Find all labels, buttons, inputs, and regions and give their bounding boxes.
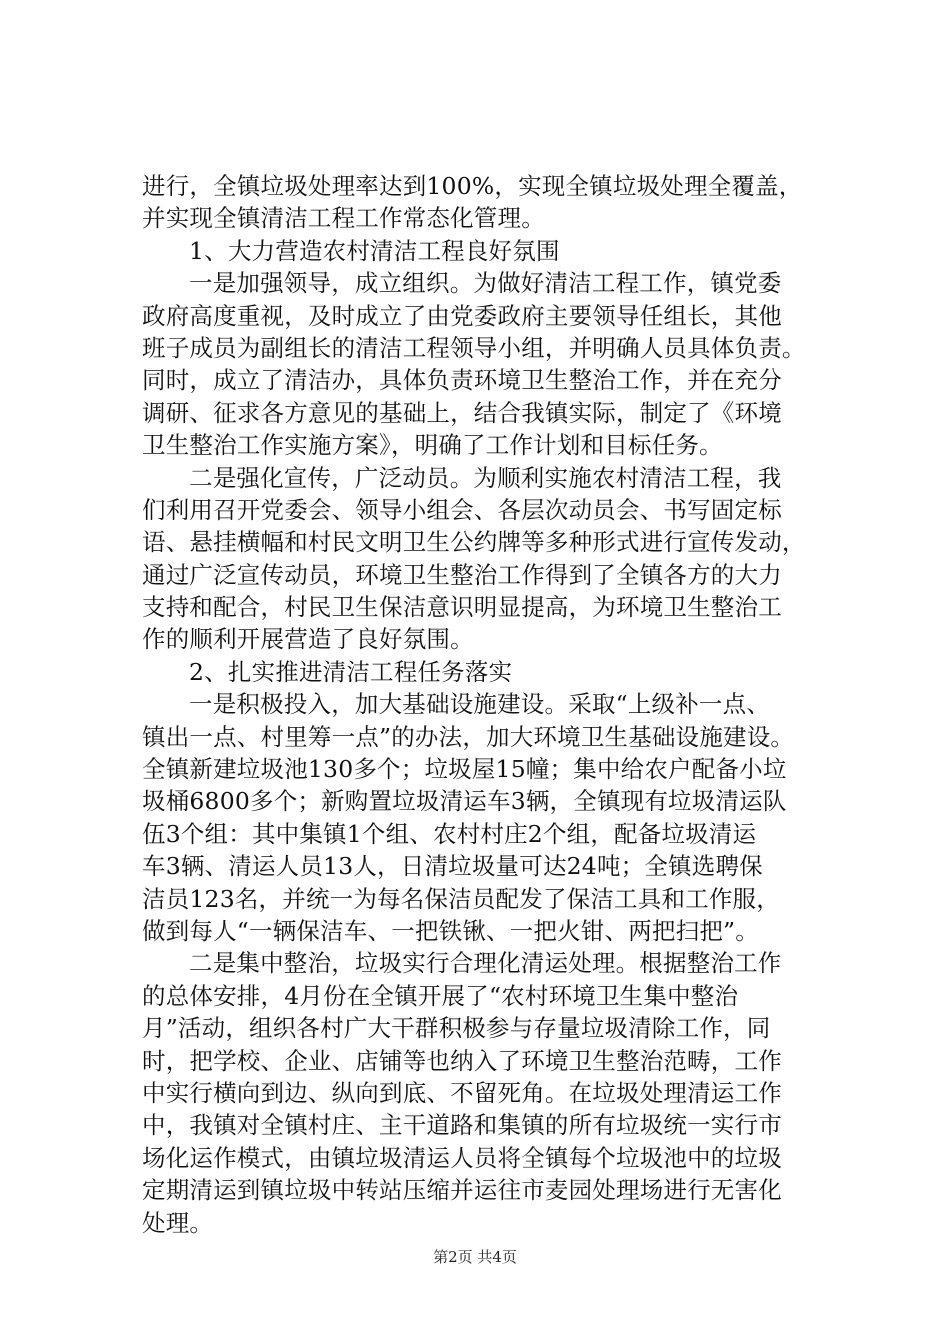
text-line: 二是强化宣传，广泛动员。为顺利实施农村清洁工程，我 [189,463,782,492]
document-body [142,170,822,1239]
text-line: 中实行横向到边、纵向到底、不留死角。在垃圾处理清运工作 [142,1078,782,1107]
text-line: 一是加强领导，成立组织。为做好清洁工程工作，镇党委 [189,269,782,298]
text-line: 语、悬挂横幅和村民文明卫生公约牌等多种形式进行宣传发动， [142,528,806,557]
text-line: 进行，全镇垃圾处理率达到100%，实现全镇垃圾处理全覆盖， [142,172,803,200]
text-line: 政府高度重视，及时成立了由党委政府主要领导任组长，其他 [142,301,782,330]
text-line: 镇出一点、村里筹一点”的办法，加大环境卫生基础设施建设。 [142,722,795,751]
text-line: 一是积极投入，加大基础设施建设。采取“上级补一点、 [189,690,771,719]
text-line: 场化运作模式，由镇垃圾清运人员将全镇每个垃圾池中的垃圾 [142,1143,782,1172]
text-line: 车3辆、清运人员13人，日清垃圾量可达24吨；全镇选聘保 [142,852,763,881]
text-line: 支持和配合，村民卫生保洁意识明显提高，为环境卫生整治工 [142,593,782,622]
text-line: 处理。 [142,1208,214,1237]
text-line: 的总体安排，4月份在全镇开展了“农村环境卫生集中整治 [142,981,739,1010]
text-line: 通过广泛宣传动员，环境卫生整治工作得到了全镇各方的大力 [142,560,782,589]
text-line: 们利用召开党委会、领导小组会、各层次动员会、书写固定标 [142,495,782,524]
text-line: 洁员123名，并统一为每名保洁员配发了保洁工具和工作服， [142,884,780,913]
text-line: 时，把学校、企业、店铺等也纳入了环境卫生整治范畴，工作 [142,1046,782,1075]
text-line: 全镇新建垃圾池130多个；垃圾屋15幢；集中给农户配备小垃 [142,755,787,784]
text-line: 同时，成立了清洁办，具体负责环境卫生整治工作，并在充分 [142,366,782,395]
text-line: 并实现全镇清洁工程工作常态化管理。 [142,204,545,233]
text-line: 2、扎实推进清洁工程任务落实 [189,657,513,686]
text-line: 调研、征求各方意见的基础上，结合我镇实际，制定了《环境 [142,398,782,427]
text-line: 做到每人“一辆保洁车、一把铁锹、一把火钳、两把扫把”。 [142,916,759,945]
text-line: 中，我镇对全镇村庄、主干道路和集镇的所有垃圾统一实行市 [142,1111,782,1140]
text-line: 二是集中整治，垃圾实行合理化清运处理。根据整治工作 [189,949,782,978]
text-line: 作的顺利开展营造了良好氛围。 [142,625,474,654]
page-footer: 第2页 共4页 [433,1248,517,1266]
text-line: 卫生整治工作实施方案》，明确了工作计划和目标任务。 [142,431,723,460]
text-line: 定期清运到镇垃圾中转站压缩并运往市麦园处理场进行无害化 [142,1176,782,1205]
text-line: 圾桶6800多个；新购置垃圾清运车3辆，全镇现有垃圾清运队 [142,787,787,816]
text-line: 伍3个组：其中集镇1个组、农村村庄2个组，配备垃圾清运 [142,819,757,848]
text-line: 月”活动，组织各村广大干群积极参与存量垃圾清除工作，同 [142,1014,771,1043]
text-line: 班子成员为副组长的清洁工程领导小组，并明确人员具体负责。 [142,333,806,362]
text-line: 1、大力营造农村清洁工程良好氛围 [189,236,560,265]
